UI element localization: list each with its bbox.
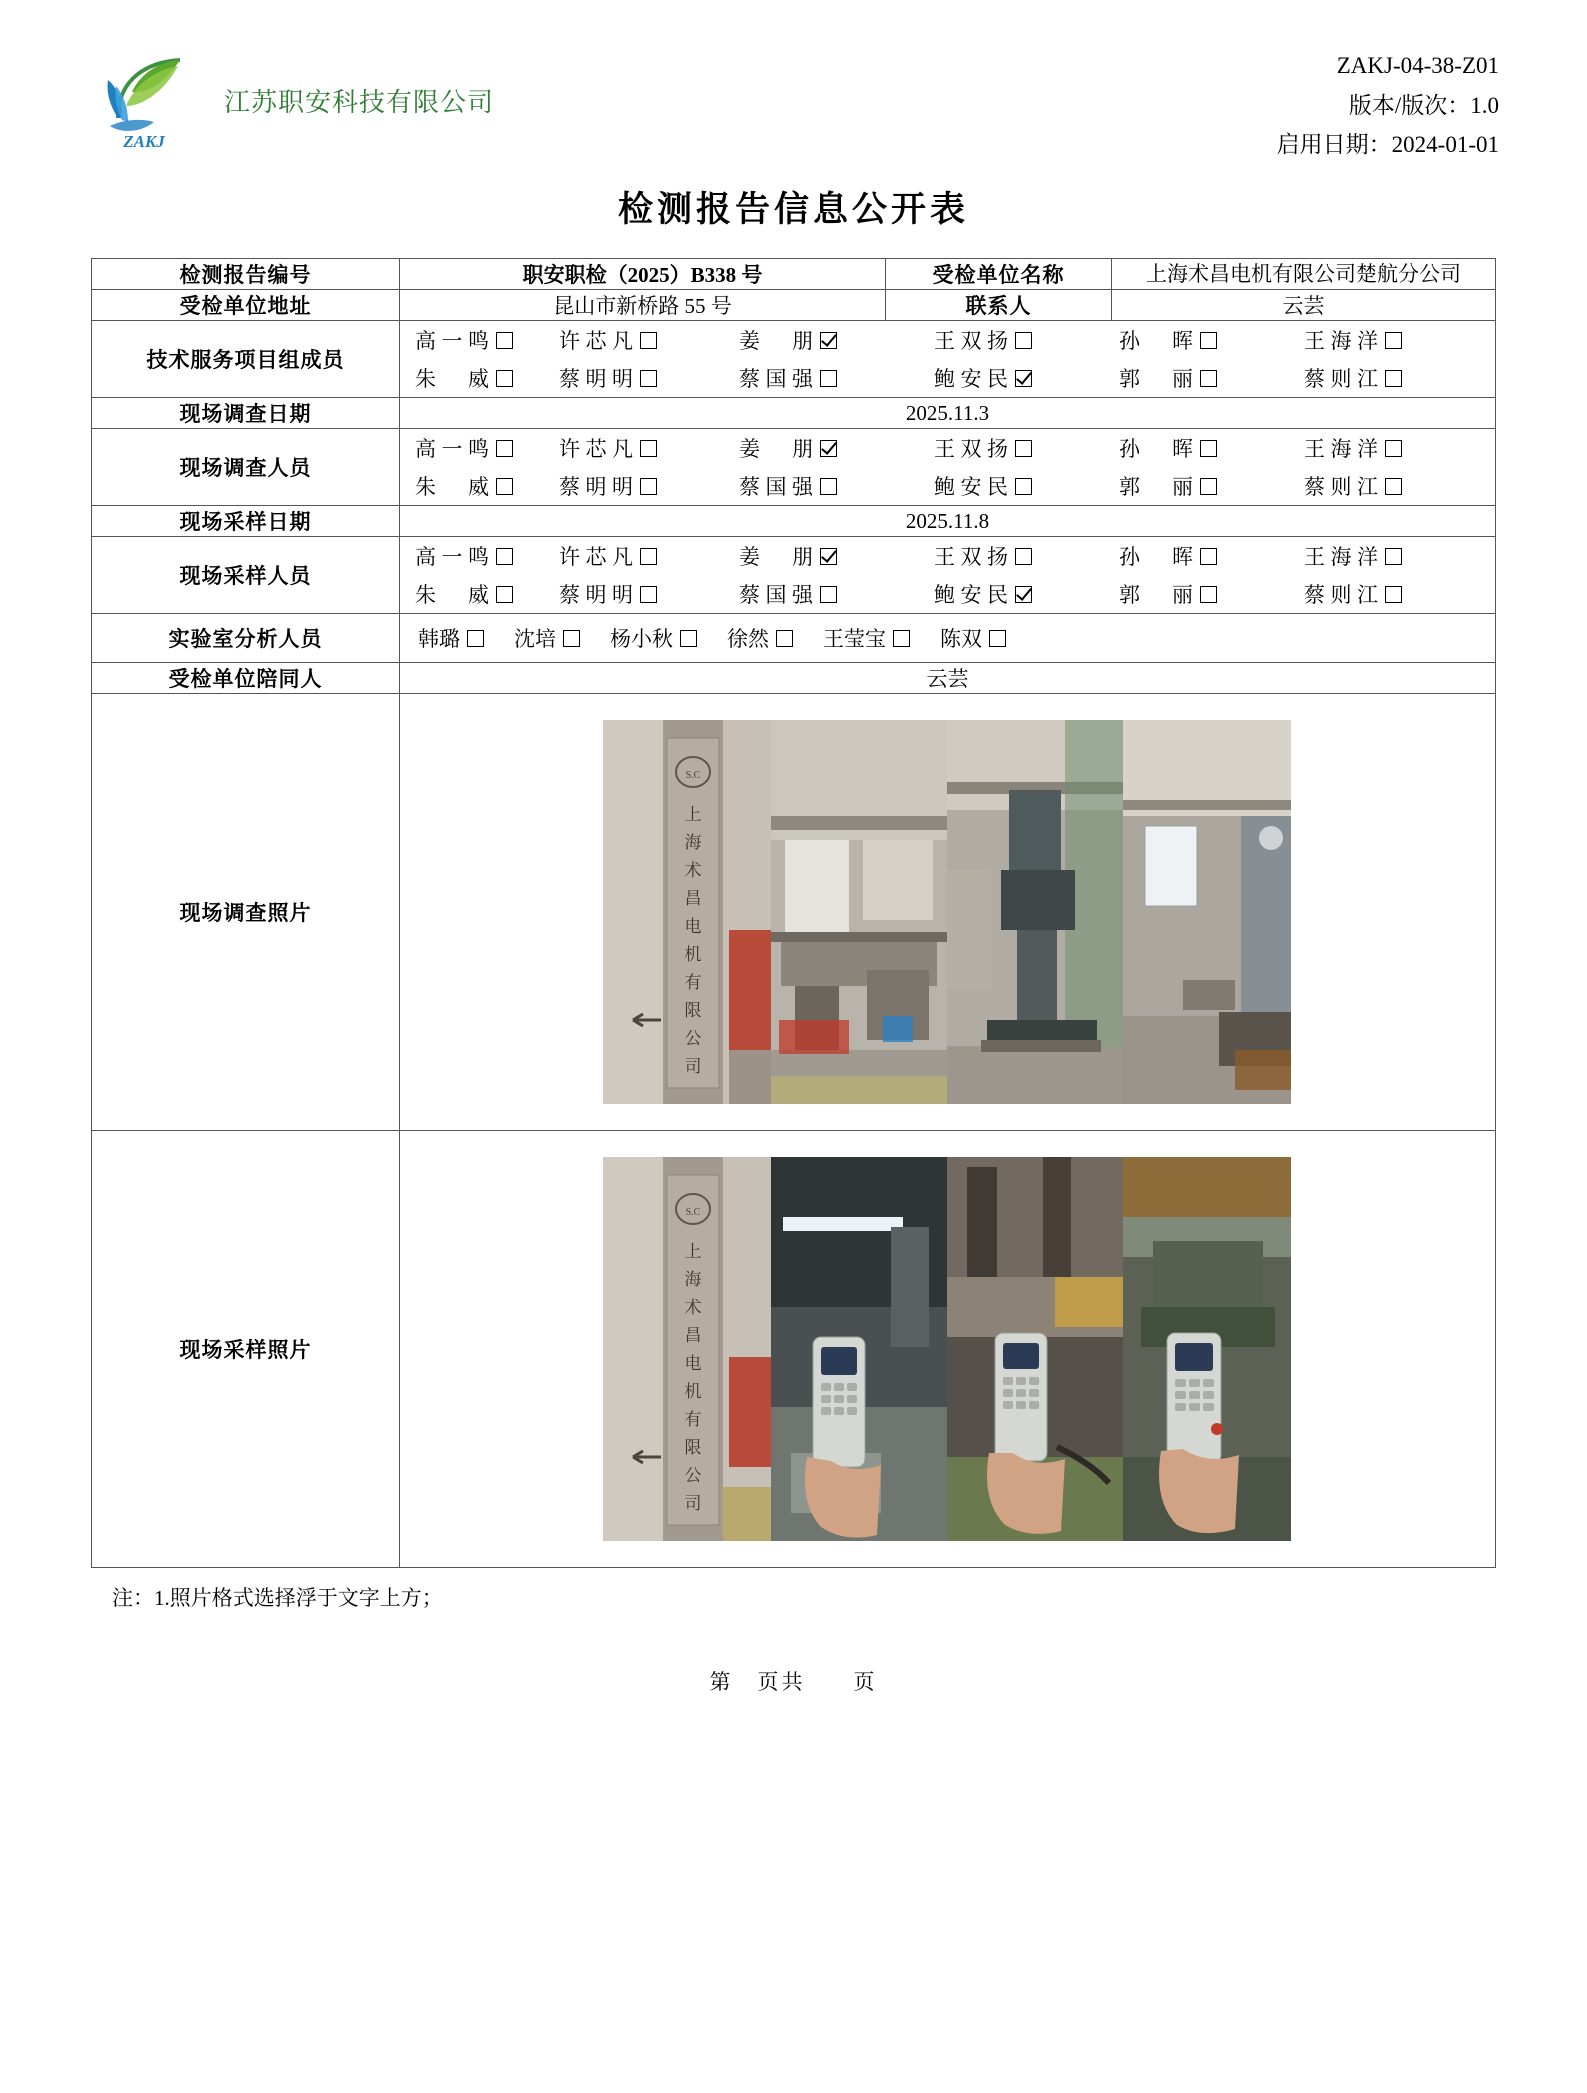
doc-effective-date: 启用日期：2024-01-01: [1276, 132, 1499, 158]
survey-staff-name: 蔡则江: [1303, 475, 1378, 500]
survey-staff-name: 蔡明明: [558, 475, 633, 500]
doc-code: ZAKJ-04-38-Z01: [1336, 53, 1499, 78]
survey-staff-name: 姜 朋: [738, 437, 813, 462]
sampling-staff-name: 蔡则江: [1303, 583, 1378, 608]
table-row-sampling-staff: [91, 537, 1495, 614]
label-sampling-photos: 现场采样照片: [91, 1131, 399, 1568]
survey-staff-name: 许芯凡: [558, 437, 633, 462]
team-checkbox-group: [399, 321, 1495, 398]
page-title: 检测报告信息公开表: [617, 190, 969, 229]
team-row-1: [400, 321, 1495, 359]
svg-text:有: 有: [684, 973, 702, 993]
sampling-staff-name: 蔡明明: [558, 583, 633, 608]
survey-staff-name: 高一鸣: [414, 437, 489, 462]
team-row-2: [400, 359, 1495, 397]
lab-staff-name: 王莹宝: [822, 627, 886, 652]
value-contact: 云芸: [1112, 290, 1496, 321]
svg-text:公: 公: [684, 1029, 702, 1049]
sampling-staff-checkbox[interactable]: [820, 548, 837, 565]
table-row-escort: [91, 663, 1495, 694]
table-row-sampling-date: [91, 506, 1495, 537]
svg-text:S.C: S.C: [686, 770, 701, 782]
survey-staff-checkbox[interactable]: [1200, 478, 1217, 495]
survey-staff-name: 孙 晖: [1118, 437, 1193, 462]
team-name: 蔡国强: [738, 367, 813, 392]
sampling-staff-name: 蔡国强: [738, 583, 813, 608]
label-lab-staff: 实验室分析人员: [91, 614, 399, 663]
survey-staff-checkbox[interactable]: [496, 440, 513, 457]
team-name: 许芯凡: [558, 329, 633, 354]
sampling-staff-name: 王海洋: [1303, 545, 1378, 570]
lab-staff-checkbox[interactable]: [776, 630, 793, 647]
survey-staff-name: 王双扬: [933, 437, 1008, 462]
sampling-staff-name: 朱 威: [414, 583, 489, 608]
sampling-photo-2: [771, 1157, 947, 1541]
sampling-staff-name: 郭 丽: [1118, 583, 1193, 608]
table-row-sampling-photos: [91, 1131, 1495, 1568]
sampling-staff-checkbox-group: [399, 537, 1495, 614]
survey-staff-checkbox-group: [399, 429, 1495, 506]
sampling-staff-name: 鲍安民: [933, 583, 1008, 608]
label-report-no: 检测报告编号: [91, 259, 399, 290]
sampling-photos-cell: [399, 1131, 1495, 1568]
team-checkbox[interactable]: [820, 370, 837, 387]
value-escort: 云芸: [399, 663, 1495, 694]
team-checkbox[interactable]: [1385, 370, 1402, 387]
table-row-survey-photos: [91, 694, 1495, 1131]
lab-staff-name: 沈培: [513, 627, 556, 652]
team-name: 郭 丽: [1118, 367, 1193, 392]
svg-text:昌: 昌: [684, 889, 702, 909]
value-survey-date: 2025.11.3: [399, 398, 1495, 429]
page-footer: 第 页共 页: [709, 1670, 878, 1695]
survey-staff-checkbox[interactable]: [640, 478, 657, 495]
sampling-photo-4: [1123, 1157, 1291, 1541]
value-client-name: 上海术昌电机有限公司楚航分公司: [1112, 259, 1496, 290]
lab-staff-checkbox[interactable]: [989, 630, 1006, 647]
survey-staff-checkbox[interactable]: [1015, 440, 1032, 457]
sampling-staff-row-1: [400, 537, 1495, 575]
lab-staff-checkbox[interactable]: [563, 630, 580, 647]
table-row-report-no: [91, 259, 1495, 290]
sampling-staff-row-2: [400, 575, 1495, 613]
table-row-team: [91, 321, 1495, 398]
label-team: 技术服务项目组成员: [91, 321, 399, 398]
team-name: 高一鸣: [414, 329, 489, 354]
survey-staff-name: 蔡国强: [738, 475, 813, 500]
svg-text:海: 海: [684, 1270, 702, 1290]
value-address: 昆山市新桥路 55 号: [399, 290, 885, 321]
survey-staff-checkbox[interactable]: [820, 478, 837, 495]
survey-staff-checkbox[interactable]: [640, 440, 657, 457]
survey-staff-checkbox[interactable]: [496, 478, 513, 495]
svg-text:机: 机: [684, 1382, 702, 1402]
sampling-staff-name: 王双扬: [933, 545, 1008, 570]
label-survey-staff: 现场调查人员: [91, 429, 399, 506]
lab-staff-name: 陈双: [939, 627, 982, 652]
svg-text:电: 电: [684, 917, 702, 937]
svg-text:上: 上: [684, 805, 702, 825]
team-checkbox[interactable]: [496, 332, 513, 349]
svg-text:公: 公: [684, 1466, 702, 1486]
svg-text:限: 限: [684, 1001, 702, 1021]
survey-staff-checkbox[interactable]: [1385, 478, 1402, 495]
label-address: 受检单位地址: [91, 290, 399, 321]
svg-text:电: 电: [684, 1354, 702, 1374]
team-checkbox[interactable]: [1200, 332, 1217, 349]
team-name: 鲍安民: [933, 367, 1008, 392]
header-brand: [88, 40, 494, 152]
sampling-staff-checkbox[interactable]: [1200, 586, 1217, 603]
svg-text:术: 术: [684, 1298, 702, 1318]
page-header: [88, 40, 1499, 160]
table-row-survey-staff: [91, 429, 1495, 506]
table-row-survey-date: [91, 398, 1495, 429]
survey-staff-name: 郭 丽: [1118, 475, 1193, 500]
sampling-staff-name: 姜 朋: [738, 545, 813, 570]
label-escort: 受检单位陪同人: [91, 663, 399, 694]
sampling-photo-1: [603, 1157, 771, 1541]
sampling-photo-strip: [400, 1131, 1495, 1567]
company-name: 江苏职安科技有限公司: [224, 87, 495, 117]
value-report-no: 职安职检（2025）B338 号: [399, 259, 885, 290]
label-sampling-staff: 现场采样人员: [91, 537, 399, 614]
sampling-staff-name: 许芯凡: [558, 545, 633, 570]
footnote: 注：1.照片格式选择浮于文字上方；: [112, 1586, 443, 1611]
team-name: 王海洋: [1303, 329, 1378, 354]
lab-staff-checkbox[interactable]: [680, 630, 697, 647]
value-sampling-date: 2025.11.8: [399, 506, 1495, 537]
label-client-name: 受检单位名称: [886, 259, 1112, 290]
sampling-staff-checkbox[interactable]: [1015, 548, 1032, 565]
svg-text:上: 上: [684, 1242, 702, 1262]
team-name: 蔡则江: [1303, 367, 1378, 392]
team-checkbox[interactable]: [1200, 370, 1217, 387]
table-row-address: [91, 290, 1495, 321]
survey-staff-name: 鲍安民: [933, 475, 1008, 500]
lab-staff-checkbox-group: [399, 614, 1495, 663]
report-info-table: [91, 258, 1496, 1568]
survey-photo-4: [1123, 720, 1291, 1104]
team-name: 孙 晖: [1118, 329, 1193, 354]
lab-staff-name: 徐然: [726, 627, 769, 652]
svg-text:ZAKJ: ZAKJ: [123, 132, 165, 151]
team-name: 姜 朋: [738, 329, 813, 354]
survey-staff-name: 朱 威: [414, 475, 489, 500]
sampling-staff-name: 高一鸣: [414, 545, 489, 570]
lab-staff-name: 韩璐: [417, 627, 460, 652]
survey-staff-checkbox[interactable]: [1200, 440, 1217, 457]
sampling-staff-checkbox[interactable]: [640, 548, 657, 565]
team-checkbox[interactable]: [1015, 332, 1032, 349]
survey-staff-row-1: [400, 429, 1495, 467]
sampling-staff-checkbox[interactable]: [1200, 548, 1217, 565]
label-survey-photos: 现场调查照片: [91, 694, 399, 1131]
svg-text:司: 司: [684, 1057, 702, 1077]
team-name: 朱 威: [414, 367, 489, 392]
svg-text:机: 机: [684, 945, 702, 965]
doc-version: 版本/版次：1.0: [1348, 92, 1499, 118]
team-name: 蔡明明: [558, 367, 633, 392]
svg-text:昌: 昌: [684, 1326, 702, 1346]
survey-staff-name: 王海洋: [1303, 437, 1378, 462]
sampling-staff-checkbox[interactable]: [820, 586, 837, 603]
svg-text:限: 限: [684, 1438, 702, 1458]
survey-staff-checkbox[interactable]: [1015, 478, 1032, 495]
team-checkbox[interactable]: [1385, 332, 1402, 349]
team-checkbox[interactable]: [820, 332, 837, 349]
label-sampling-date: 现场采样日期: [91, 506, 399, 537]
survey-photo-1: [603, 720, 771, 1104]
lab-staff-checkbox[interactable]: [467, 630, 484, 647]
survey-staff-checkbox[interactable]: [1385, 440, 1402, 457]
header-meta: [1277, 40, 1499, 165]
team-name: 王双扬: [933, 329, 1008, 354]
svg-text:司: 司: [684, 1494, 702, 1514]
label-survey-date: 现场调查日期: [91, 398, 399, 429]
team-checkbox[interactable]: [640, 370, 657, 387]
sampling-staff-name: 孙 晖: [1118, 545, 1193, 570]
survey-photo-3: [947, 720, 1123, 1104]
team-checkbox[interactable]: [496, 370, 513, 387]
survey-photos-cell: [399, 694, 1495, 1131]
company-logo-icon: [88, 48, 200, 152]
sampling-staff-checkbox[interactable]: [1015, 586, 1032, 603]
team-checkbox[interactable]: [640, 332, 657, 349]
survey-photo-strip: [400, 694, 1495, 1130]
sampling-staff-checkbox[interactable]: [496, 586, 513, 603]
team-checkbox[interactable]: [1015, 370, 1032, 387]
table-row-lab-staff: [91, 614, 1495, 663]
sampling-staff-checkbox[interactable]: [640, 586, 657, 603]
svg-text:有: 有: [684, 1410, 702, 1430]
sampling-staff-checkbox[interactable]: [1385, 548, 1402, 565]
label-contact: 联系人: [886, 290, 1112, 321]
sampling-photo-3: [947, 1157, 1123, 1541]
survey-staff-row-2: [400, 467, 1495, 505]
svg-text:S.C: S.C: [686, 1207, 701, 1219]
svg-text:术: 术: [684, 861, 702, 881]
sampling-staff-checkbox[interactable]: [496, 548, 513, 565]
lab-staff-checkbox[interactable]: [893, 630, 910, 647]
svg-text:海: 海: [684, 833, 702, 853]
lab-staff-name: 杨小秋: [609, 627, 673, 652]
survey-photo-2: [771, 720, 947, 1104]
survey-staff-checkbox[interactable]: [820, 440, 837, 457]
sampling-staff-checkbox[interactable]: [1385, 586, 1402, 603]
